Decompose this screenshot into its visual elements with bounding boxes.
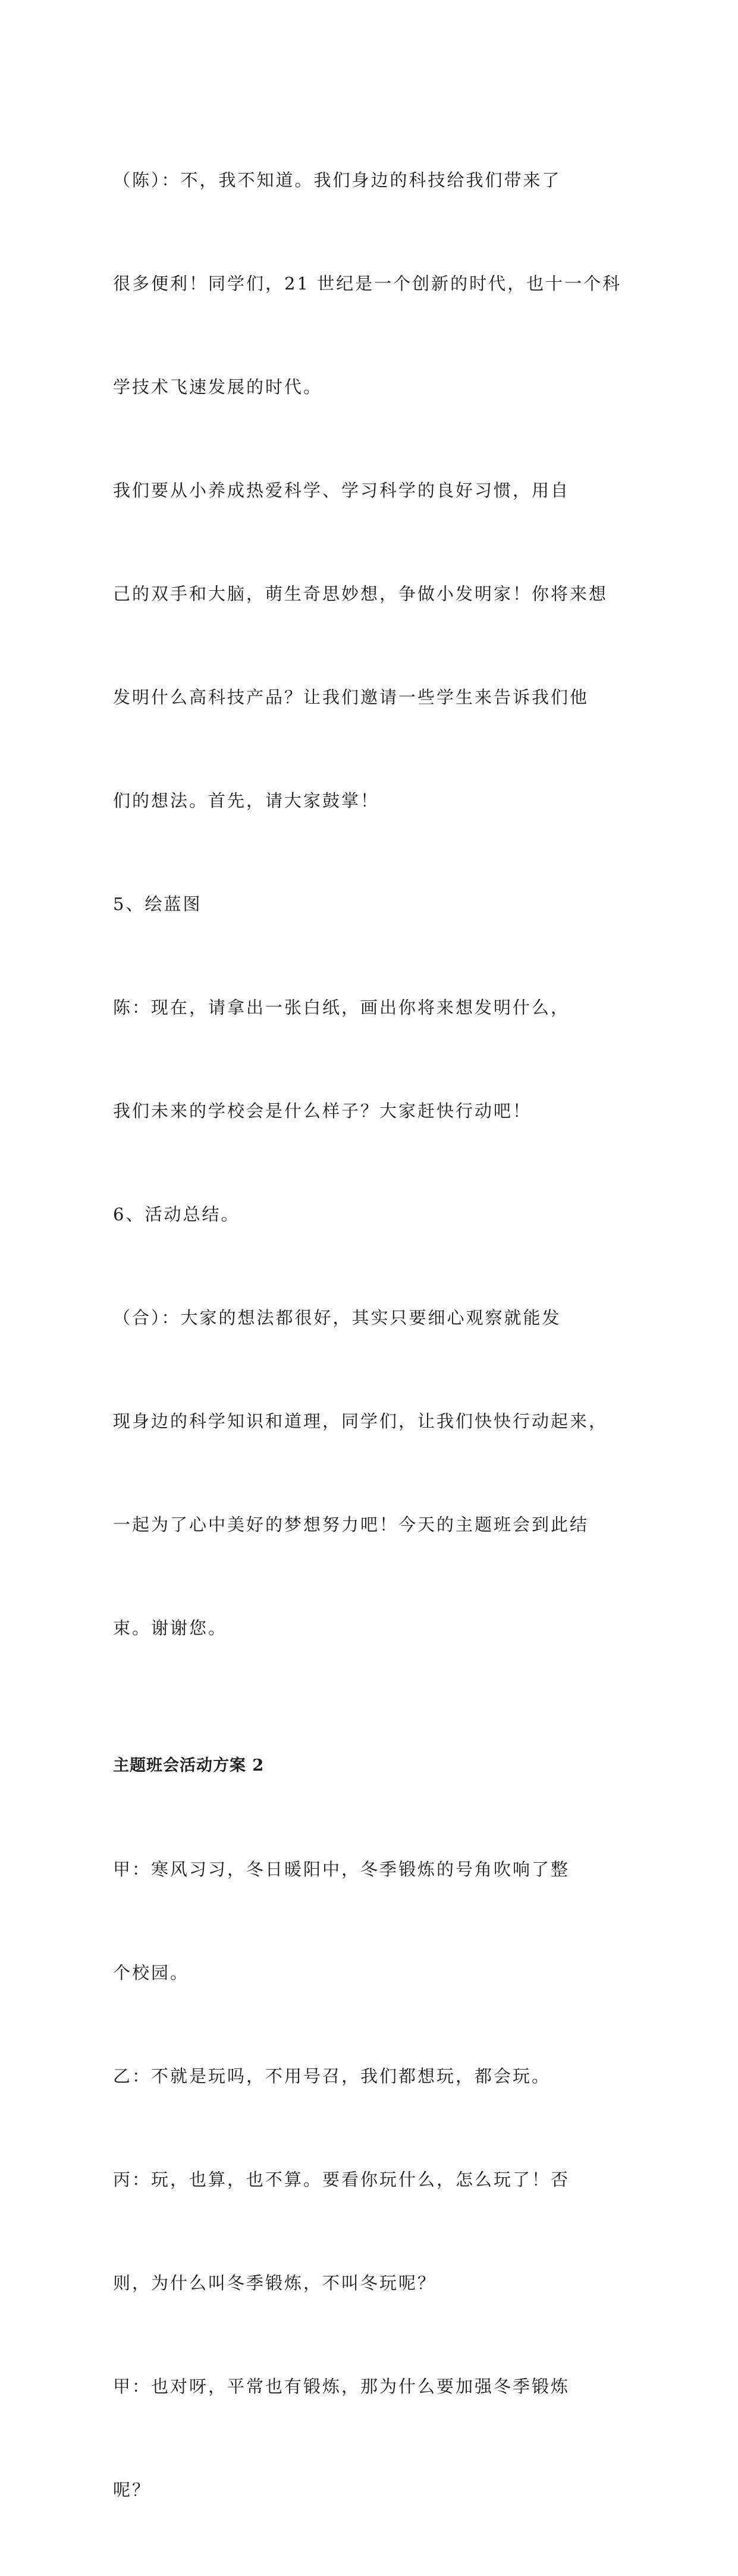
text-line: 丙：玩，也算，也不算。要看你玩什么，怎么玩了！否 [113,2169,570,2190]
text-line: 发明什么高科技产品？让我们邀请一些学生来告诉我们他 [113,687,589,707]
text-line: 陈：现在，请拿出一张白纸，画出你将来想发明什么， [113,997,570,1018]
text-line: 我们未来的学校会是什么样子？大家赶快行动吧！ [113,1101,532,1121]
section-spacer [113,1714,626,1749]
text-line: 我们要从小养成热爱科学、学习科学的良好习惯，用自 [113,480,570,500]
text-line: 呢？ [113,2480,152,2500]
text-line: 乙：不就是玩吗，不用号召，我们都想玩，都会玩。 [113,2066,551,2086]
text-line: 甲：也对呀，平常也有锻炼，那为什么要加强冬季锻炼 [113,2376,570,2397]
document-body [113,94,626,2576]
text-line: 束。谢谢您。 [113,1618,228,1638]
text-line: （陈）：不，我不知道。我们身边的科技给我们带来了 [113,170,561,190]
text-line: 很多便利！同学们，21 世纪是一个创新的时代，也十一个科 [113,273,622,294]
text-line: 甲：寒风习习，冬日暖阳中，冬季锻炼的号角吹响了整 [113,1859,570,1879]
text-line: 6、活动总结。 [113,1204,240,1224]
section-title: 主题班会活动方案 2 [113,1756,265,1775]
paragraph-block-2 [113,1783,626,2576]
text-line: 现身边的科学知识和道理，同学们，让我们快快行动起来， [113,1411,608,1431]
text-line: 一起为了心中美好的梦想努力吧！今天的主题班会到此结 [113,1514,589,1535]
text-line: 个校园。 [113,1963,190,1983]
text-line: 学技术飞速发展的时代。 [113,377,323,397]
text-line: 5、绘蓝图 [113,894,202,914]
text-line: 则，为什么叫冬季锻炼，不叫冬玩呢？ [113,2273,437,2293]
text-line: 己的双手和大脑，萌生奇思妙想，争做小发明家！你将来想 [113,584,608,604]
paragraph-block-1 [113,94,626,1714]
text-line: （合）：大家的想法都很好，其实只要细心观察就能发 [113,1308,561,1328]
text-line: 们的想法。首先，请大家鼓掌！ [113,791,380,811]
